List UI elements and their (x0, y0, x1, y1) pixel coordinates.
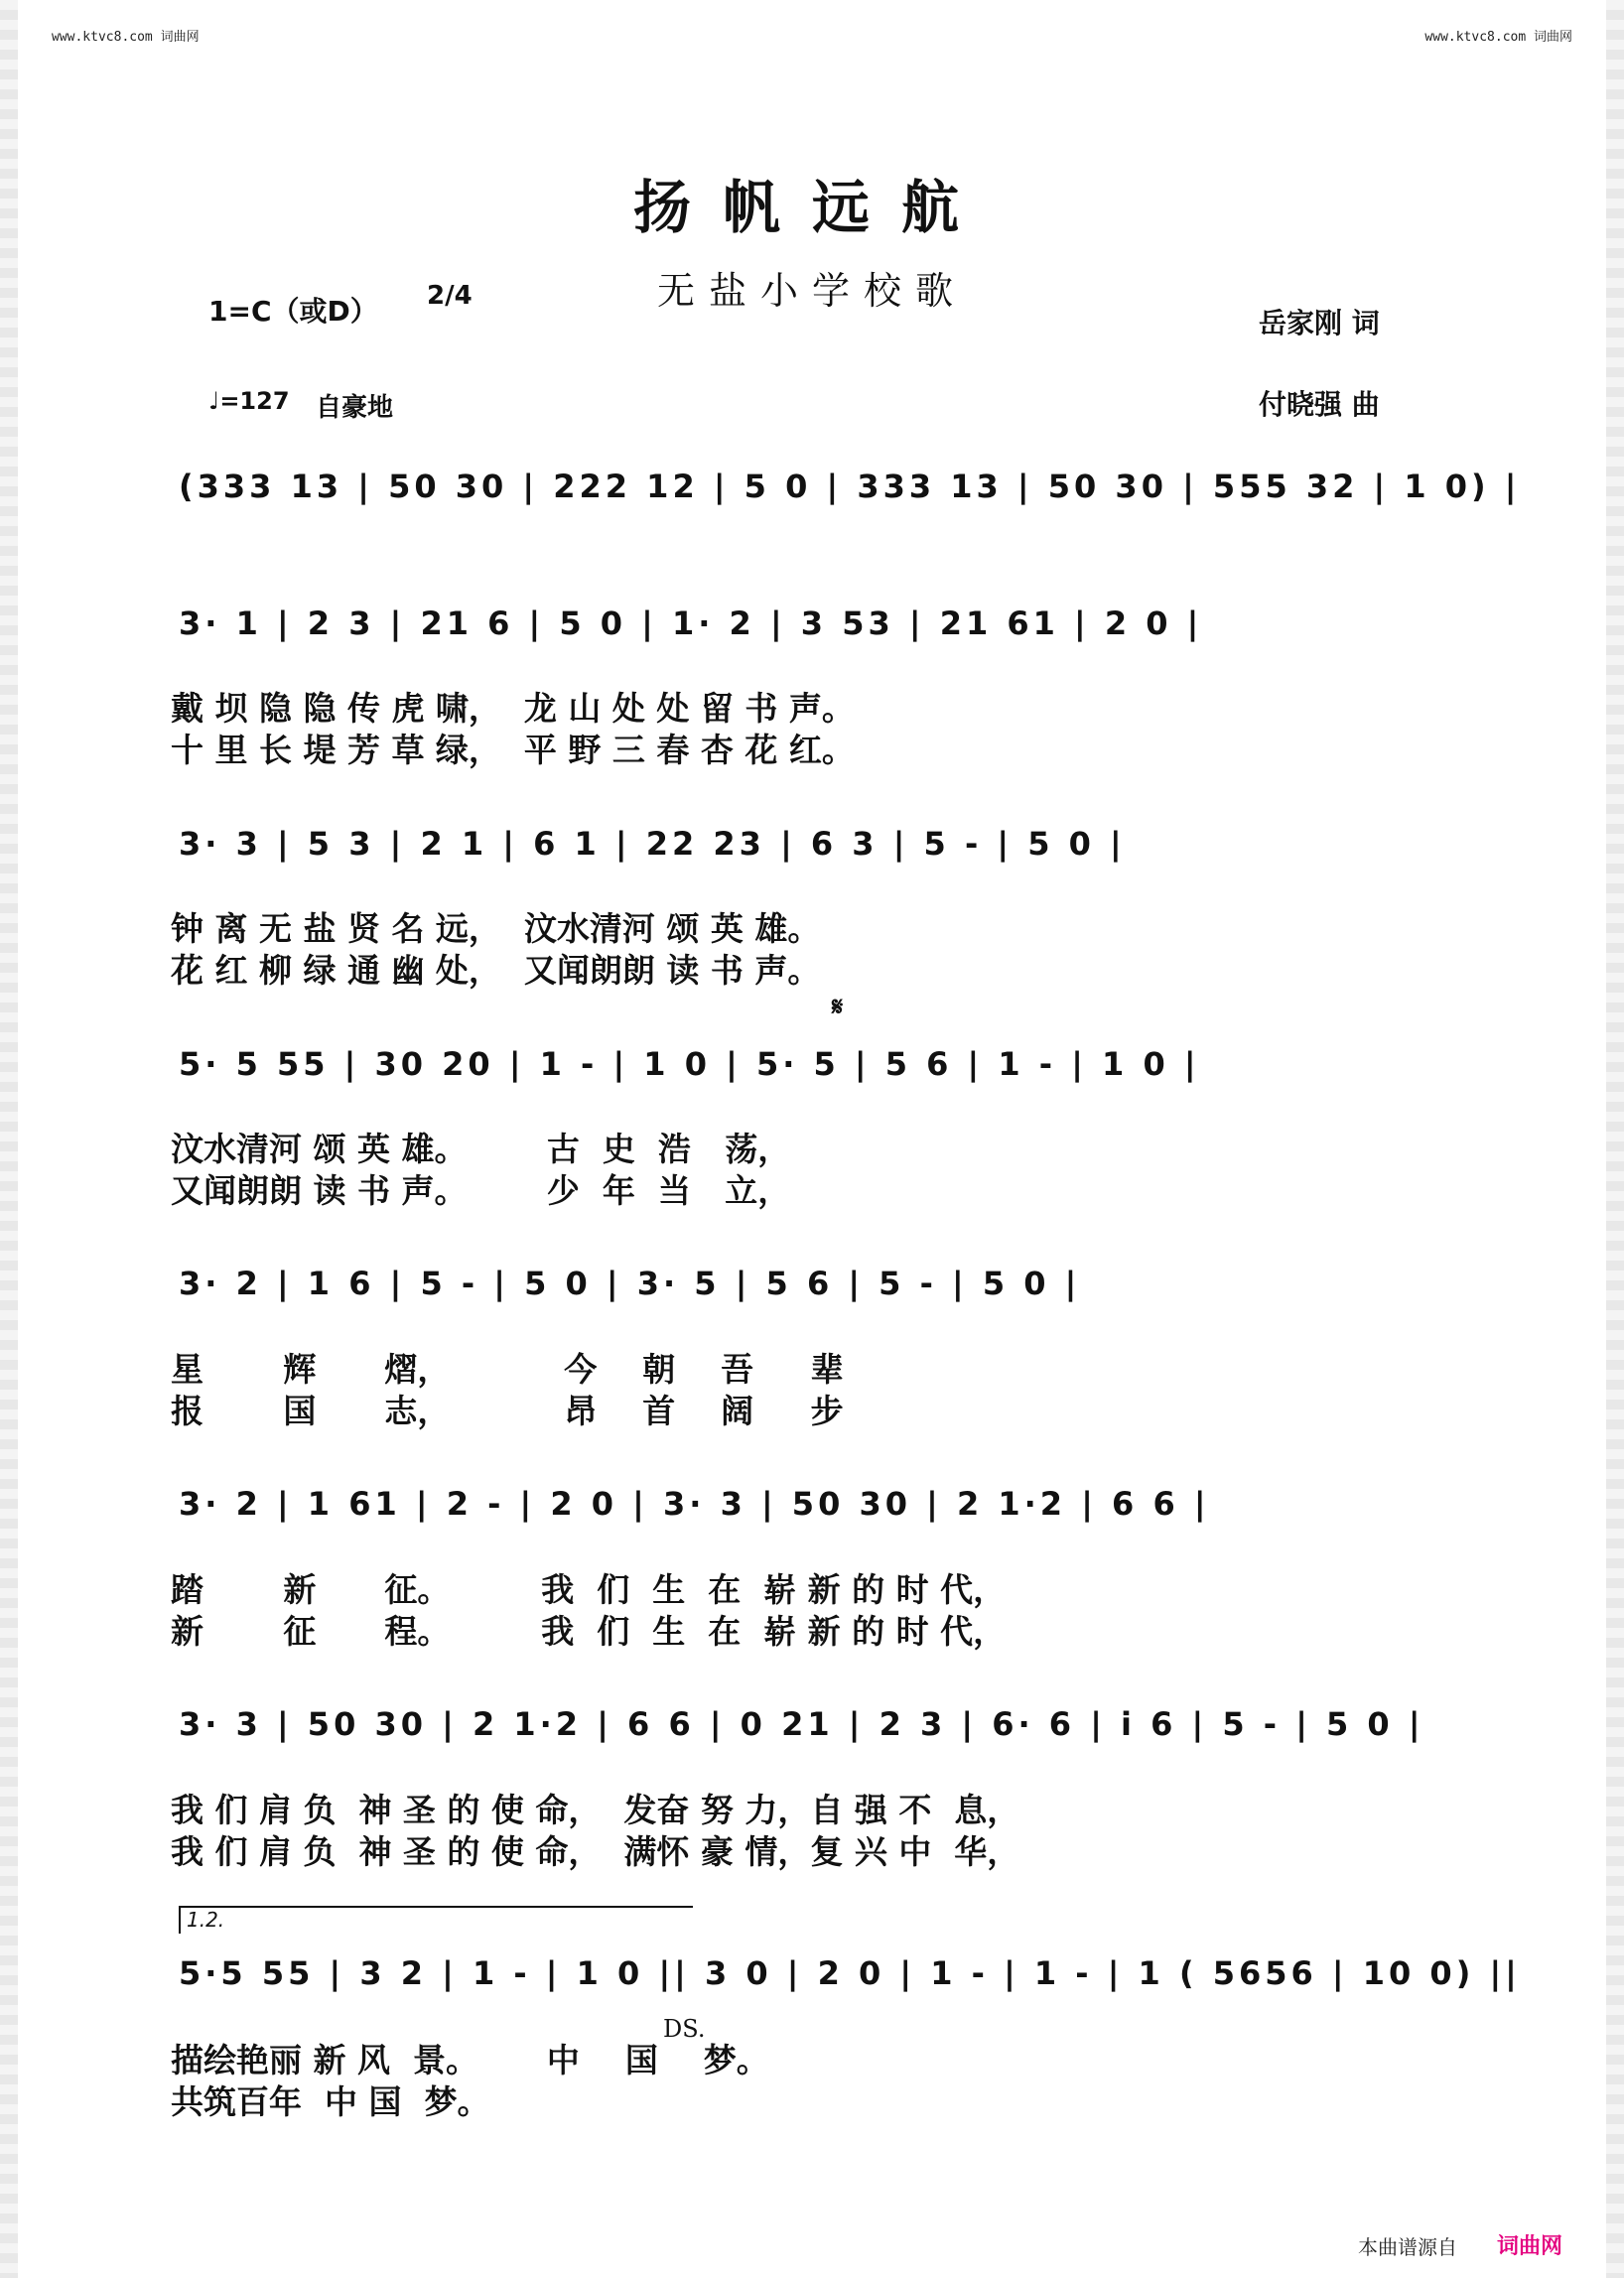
lyric-line-2-verse-2: 十 里 长 堤 芳 草 绿， 平 野 三 春 杏 花 红。 (171, 731, 855, 769)
lyric-line-3-verse-1: 钟 离 无 盐 贤 名 远， 汶水清河 颂 英 雄。 (171, 909, 821, 948)
staff-line-7 (179, 1689, 1439, 1759)
lyric-line-2-verse-1: 戴 坝 隐 隐 传 虎 啸， 龙 山 处 处 留 书 声。 (171, 689, 855, 728)
song-title: 扬帆远航 (632, 174, 991, 241)
lyricist: 岳家刚 词 (1259, 307, 1380, 339)
notes-line-7: 3· 3 | 50 30 | 2 1·2 | 6 6 | 0 21 | 2 3 | 6· 6 | i 6 | 5 - | 5 0 | (179, 1705, 1424, 1743)
notes-line-3: 3· 3 | 5 3 | 2 1 | 6 1 | 22 23 | 6 3 | 5 - | 5 0 | (179, 825, 1126, 863)
time-signature: 2/4 (427, 281, 473, 311)
header-site-left[interactable]: www.ktvc8.com 词曲网 (52, 30, 200, 45)
staff-line-4 (179, 1029, 1439, 1099)
lyric-line-6-verse-1: 踏 新 征。 我 们 生 在 崭 新 的 时 代， (171, 1570, 1007, 1609)
footer-label: 本曲谱源自 (1358, 2235, 1457, 2259)
segno-mark: 𝄋 (832, 993, 844, 1022)
notes-line-2: 3· 1 | 2 3 | 21 6 | 5 0 | 1· 2 | 3 53 | 21 61 | 2 0 | (179, 604, 1203, 642)
song-subtitle: 无盐小学校歌 (656, 269, 967, 313)
lyric-line-8-verse-1: 描绘艳丽 新 风 景。 中 国 梦。 (171, 2041, 769, 2079)
ds-mark: DS. (663, 2015, 706, 2043)
composer: 付晓强 曲 (1259, 388, 1380, 421)
key-signature: 1=C（或D） (208, 295, 378, 328)
notes-line-5: 3· 2 | 1 6 | 5 - | 5 0 | 3· 5 | 5 6 | 5 - | 5 0 | (179, 1265, 1081, 1302)
notes-line-8: 5·5 55 | 3 2 | 1 - | 1 0 || 3 0 | 2 0 | 1 - | 1 - | 1 ( 5656 | 10 0) || (179, 1954, 1521, 1992)
staff-line-8 (179, 1939, 1521, 2008)
volta-bracket (179, 1906, 693, 1934)
staff-line-5 (179, 1249, 1439, 1318)
staff-line-6 (179, 1469, 1439, 1539)
notes-line-1: (333 13 | 50 30 | 222 12 | 5 0 | 333 13 | 50 30 | 555 32 | 1 0) | (179, 468, 1521, 505)
lyric-line-7-verse-1: 我 们 肩 负 神 圣 的 使 命， 发奋 努 力，自 强 不 息， (171, 1791, 1020, 1829)
lyric-line-3-verse-2: 花 红 柳 绿 通 幽 处， 又闻朗朗 读 书 声。 (171, 951, 821, 990)
tempo-marking: ♩=127 (208, 387, 290, 415)
footer-source-link[interactable]: 词曲网 (1497, 2234, 1563, 2259)
right-watermark-strip (1606, 0, 1624, 2278)
lyric-line-4-verse-1: 汶水清河 颂 英 雄。 古 史 浩 荡， (171, 1130, 791, 1168)
left-watermark-strip (0, 0, 18, 2278)
lyric-line-7-verse-2: 我 们 肩 负 神 圣 的 使 命， 满怀 豪 情，复 兴 中 华， (171, 1832, 1020, 1871)
staff-line-3 (179, 809, 1439, 878)
lyric-line-4-verse-2: 又闻朗朗 读 书 声。 少 年 当 立， (171, 1171, 791, 1210)
notes-line-4: 5· 5 55 | 30 20 | 1 - | 1 0 | 5· 5 | 5 6 | 1 - | 1 0 | (179, 1045, 1200, 1083)
volta-label: 1.2. (187, 1908, 225, 1932)
lyric-line-6-verse-2: 新 征 程。 我 们 生 在 崭 新 的 时 代， (171, 1612, 1007, 1651)
lyric-line-5-verse-1: 星 辉 熠， 今 朝 吾 辈 (171, 1350, 844, 1389)
header-site-right[interactable]: www.ktvc8.com 词曲网 (1424, 30, 1572, 45)
notes-line-6: 3· 2 | 1 61 | 2 - | 2 0 | 3· 3 | 50 30 | 2 1·2 | 6 6 | (179, 1485, 1210, 1523)
lyric-line-5-verse-2: 报 国 志， 昂 首 阔 步 (171, 1392, 844, 1430)
lyric-line-8-verse-2: 共筑百年 中 国 梦。 (171, 2082, 490, 2121)
staff-line-1 (179, 452, 1521, 521)
staff-line-2 (179, 589, 1439, 658)
expression-marking: 自豪地 (316, 393, 394, 423)
